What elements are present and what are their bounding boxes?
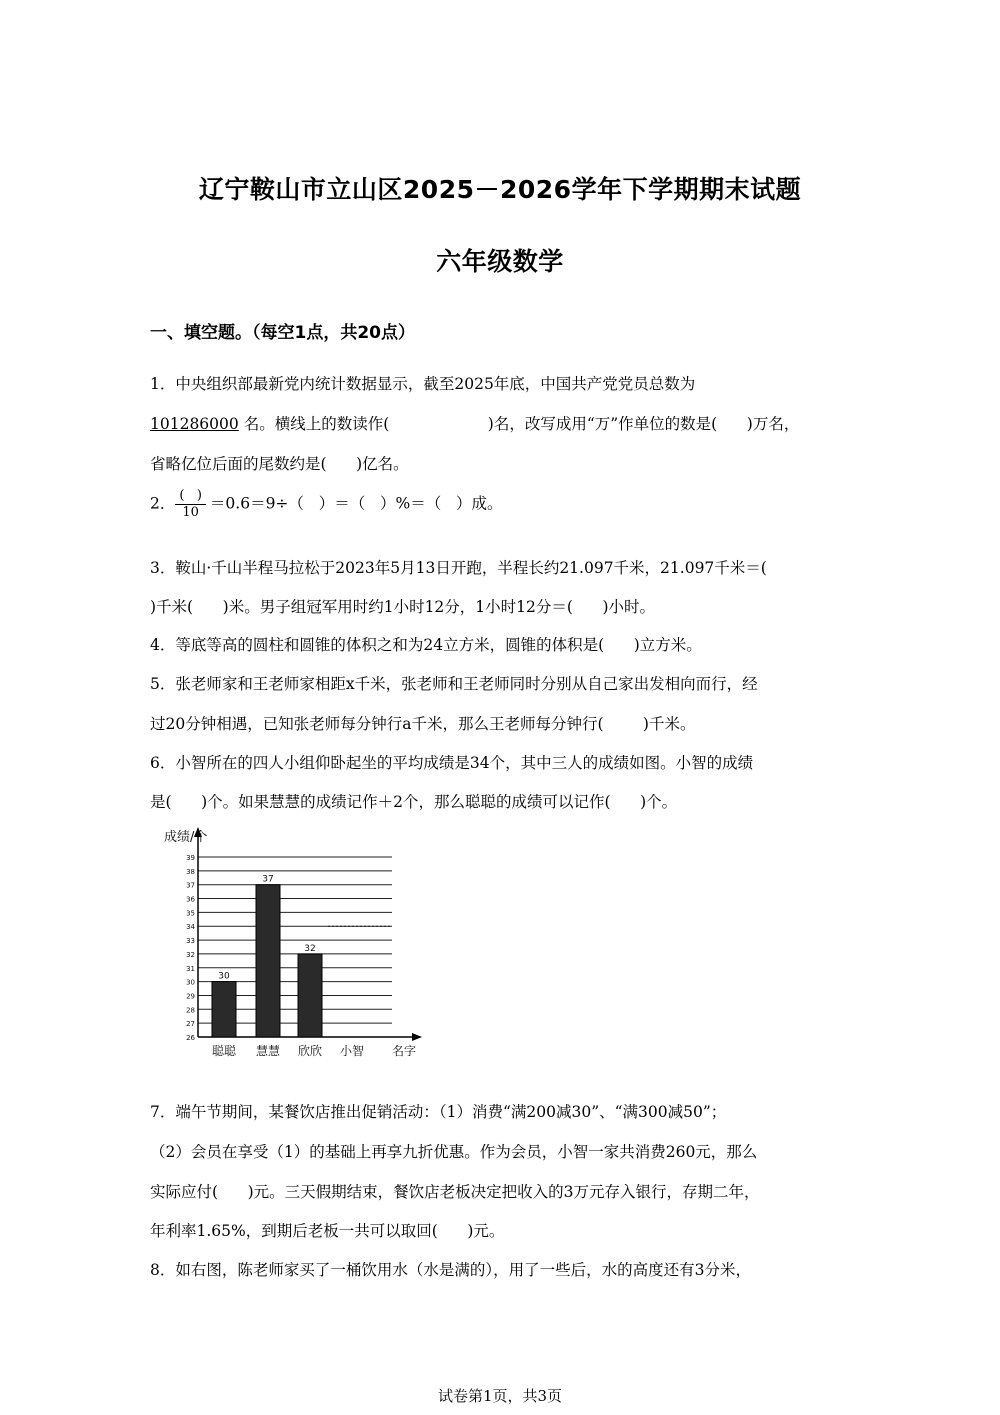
question-2-prefix: 2． xyxy=(150,494,176,513)
question-4: 4．等底等高的圆柱和圆锥的体积之和为24立方米，圆锥的体积是( )立方米。 xyxy=(150,636,702,654)
x-tick-label: 聪聪 xyxy=(211,1044,237,1058)
question-5-line-1: 5．张老师家和王老师家相距x千米，张老师和王老师同时分别从自己家出发相向而行，经 xyxy=(150,675,758,693)
question-6-line-1: 6．小智所在的四人小组仰卧起坐的平均成绩是34个，其中三人的成绩如图。小智的成绩 xyxy=(150,754,754,772)
fraction-numerator: ( ) xyxy=(175,488,206,505)
bar xyxy=(212,982,236,1037)
bar-chart xyxy=(160,825,430,1060)
page-footer: 试卷第1页，共3页 xyxy=(437,1387,563,1405)
question-1-line-3: 省略亿位后面的尾数约是( )亿名。 xyxy=(150,455,409,473)
bar-value-label: 37 xyxy=(262,874,274,885)
y-tick-label: 35 xyxy=(186,909,195,918)
y-axis-title: 成绩/个 xyxy=(164,830,208,845)
underlined-number: 101286000 xyxy=(150,415,239,433)
y-tick-label: 28 xyxy=(186,1006,195,1015)
bar-chart-svg xyxy=(160,825,430,1060)
question-7-line-4: 年利率1.65%，到期后老板一共可以取回( )元。 xyxy=(150,1222,505,1240)
section-heading: 一、填空题。（每空1点，共20点） xyxy=(150,323,415,343)
question-1-line-1: 1．中央组织部最新党内统计数据显示，截至2025年底，中国共产党党员总数为 xyxy=(150,375,696,393)
question-8: 8．如右图，陈老师家买了一桶饮用水（水是满的），用了一些后，水的高度还有3分米， xyxy=(150,1261,751,1279)
exam-title: 辽宁鞍山市立山区2025－2026学年下学期期末试题 xyxy=(198,175,802,204)
y-tick-label: 27 xyxy=(186,1020,195,1029)
bar xyxy=(298,954,322,1037)
y-tick-label: 37 xyxy=(186,881,195,890)
question-3-line-2: )千米( )米。男子组冠军用时约1小时12分，1小时12分＝( )小时。 xyxy=(150,598,656,616)
x-axis-arrow xyxy=(412,1033,422,1041)
y-tick-label: 26 xyxy=(186,1034,195,1042)
question-5-line-2: 过20分钟相遇，已知张老师每分钟行a千米，那么王老师每分钟行( )千米。 xyxy=(150,715,696,733)
bar xyxy=(256,885,280,1037)
y-tick-label: 29 xyxy=(186,992,195,1001)
bar-value-label: 30 xyxy=(218,971,230,982)
bar-value-label: 32 xyxy=(304,943,316,954)
y-tick-label: 33 xyxy=(186,937,195,946)
y-tick-label: 34 xyxy=(186,923,195,932)
question-2-text: ＝0.6＝9÷（ ）＝（ ）%＝（ ）成。 xyxy=(209,494,503,513)
y-tick-label: 38 xyxy=(186,867,195,876)
question-2 xyxy=(150,488,503,521)
question-6-line-2: 是( )个。如果慧慧的成绩记作＋2个，那么聪聪的成绩可以记作( )个。 xyxy=(150,793,678,811)
x-tick-label: 慧慧 xyxy=(255,1044,281,1058)
x-tick-label: 欣欣 xyxy=(297,1044,323,1058)
question-7-line-3: 实际应付( )元。三天假期结束，餐饮店老板决定把收入的3万元存入银行，存期二年， xyxy=(150,1183,760,1201)
y-tick-label: 32 xyxy=(186,950,195,959)
y-tick-label: 36 xyxy=(186,895,195,904)
question-1-line-2-text: 名。横线上的数读作( )名，改写成用“万”作单位的数是( )万名， xyxy=(243,415,800,433)
y-tick-label: 31 xyxy=(186,964,195,973)
fraction xyxy=(175,488,206,521)
x-axis-title: 名字 xyxy=(392,1044,417,1058)
question-7-line-1: 7．端午节期间，某餐饮店推出促销活动：（1）消费“满200减30”、“满300减50”； xyxy=(150,1103,727,1121)
question-7-line-2: （2）会员在享受（1）的基础上再享九折优惠。作为会员，小智一家共消费260元，那么 xyxy=(150,1143,758,1161)
exam-subtitle: 六年级数学 xyxy=(436,247,564,276)
question-3-line-1: 3．鞍山·千山半程马拉松于2023年5月13日开跑，半程长约21.097千米，21.097千米＝( xyxy=(150,559,767,577)
y-tick-label: 30 xyxy=(186,978,195,987)
question-1-line-2 xyxy=(150,412,799,434)
y-tick-label: 39 xyxy=(186,854,195,862)
fraction-denominator: 10 xyxy=(182,505,199,520)
x-tick-label: 小智 xyxy=(339,1044,365,1058)
